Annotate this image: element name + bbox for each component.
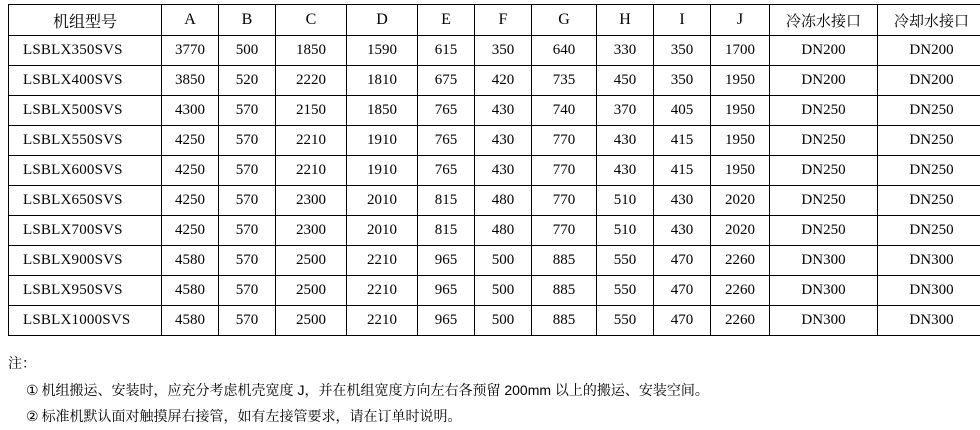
cell-g: 770 bbox=[532, 156, 597, 186]
cell-g: 885 bbox=[532, 246, 597, 276]
cell-e: 815 bbox=[418, 186, 475, 216]
cell-c: 2300 bbox=[276, 216, 347, 246]
cell-d: 1910 bbox=[347, 156, 418, 186]
cell-cooling-water-port: DN300 bbox=[878, 276, 980, 306]
cell-g: 770 bbox=[532, 186, 597, 216]
cell-h: 550 bbox=[597, 306, 654, 336]
cell-f: 430 bbox=[475, 126, 532, 156]
cell-j: 1950 bbox=[711, 156, 770, 186]
table-row bbox=[9, 216, 980, 246]
cell-j: 1950 bbox=[711, 126, 770, 156]
cell-i: 470 bbox=[654, 306, 711, 336]
table-row bbox=[9, 96, 980, 126]
cell-d: 1810 bbox=[347, 66, 418, 96]
cell-f: 480 bbox=[475, 186, 532, 216]
cell-i: 350 bbox=[654, 36, 711, 66]
cell-g: 740 bbox=[532, 96, 597, 126]
cell-f: 500 bbox=[475, 276, 532, 306]
cell-chilled-water-port: DN250 bbox=[770, 216, 878, 246]
cell-model: LSBLX500SVS bbox=[9, 96, 162, 126]
cell-h: 550 bbox=[597, 246, 654, 276]
cell-c: 1850 bbox=[276, 36, 347, 66]
note-text-2: 标准机默认面对触摸屏右接管，如有左接管要求，请在订单时说明。 bbox=[42, 408, 462, 424]
column-header-h: H bbox=[597, 5, 654, 36]
cell-chilled-water-port: DN250 bbox=[770, 126, 878, 156]
cell-a: 4250 bbox=[162, 156, 219, 186]
table-row bbox=[9, 126, 980, 156]
cell-model: LSBLX700SVS bbox=[9, 216, 162, 246]
column-header-c: C bbox=[276, 5, 347, 36]
cell-d: 2210 bbox=[347, 276, 418, 306]
table-body bbox=[9, 36, 980, 336]
cell-j: 2020 bbox=[711, 186, 770, 216]
table-row bbox=[9, 156, 980, 186]
cell-model: LSBLX900SVS bbox=[9, 246, 162, 276]
cell-i: 430 bbox=[654, 216, 711, 246]
cell-g: 640 bbox=[532, 36, 597, 66]
cell-j: 2260 bbox=[711, 246, 770, 276]
note-text-1: 机组搬运、安装时，应充分考虑机壳宽度 J，并在机组宽度方向左右各预留 200mm 以上的搬运、安装空间。 bbox=[42, 382, 709, 398]
cell-a: 4250 bbox=[162, 216, 219, 246]
cell-g: 770 bbox=[532, 216, 597, 246]
cell-d: 2210 bbox=[347, 246, 418, 276]
cell-model: LSBLX600SVS bbox=[9, 156, 162, 186]
cell-a: 4580 bbox=[162, 306, 219, 336]
cell-a: 4300 bbox=[162, 96, 219, 126]
table-header bbox=[9, 5, 980, 36]
cell-j: 2260 bbox=[711, 276, 770, 306]
cell-model: LSBLX1000SVS bbox=[9, 306, 162, 336]
column-header-b: B bbox=[219, 5, 276, 36]
cell-c: 2150 bbox=[276, 96, 347, 126]
cell-chilled-water-port: DN250 bbox=[770, 156, 878, 186]
cell-e: 965 bbox=[418, 276, 475, 306]
cell-e: 765 bbox=[418, 156, 475, 186]
cell-e: 965 bbox=[418, 306, 475, 336]
cell-h: 430 bbox=[597, 126, 654, 156]
column-header-j: J bbox=[711, 5, 770, 36]
column-header-cooling-water-port: 冷却水接口 bbox=[878, 5, 980, 36]
cell-i: 415 bbox=[654, 126, 711, 156]
cell-model: LSBLX550SVS bbox=[9, 126, 162, 156]
notes-title: 注： bbox=[8, 350, 980, 377]
cell-cooling-water-port: DN250 bbox=[878, 186, 980, 216]
cell-d: 2010 bbox=[347, 186, 418, 216]
cell-e: 815 bbox=[418, 216, 475, 246]
cell-chilled-water-port: DN200 bbox=[770, 66, 878, 96]
cell-b: 520 bbox=[219, 66, 276, 96]
table-row bbox=[9, 306, 980, 336]
spec-table-page bbox=[0, 4, 980, 423]
table-header-row bbox=[9, 5, 980, 36]
table-row bbox=[9, 246, 980, 276]
cell-i: 415 bbox=[654, 156, 711, 186]
cell-c: 2500 bbox=[276, 276, 347, 306]
column-header-chilled-water-port: 冷冻水接口 bbox=[770, 5, 878, 36]
cell-f: 480 bbox=[475, 216, 532, 246]
cell-f: 350 bbox=[475, 36, 532, 66]
cell-f: 500 bbox=[475, 306, 532, 336]
cell-j: 1700 bbox=[711, 36, 770, 66]
cell-chilled-water-port: DN250 bbox=[770, 96, 878, 126]
cell-cooling-water-port: DN300 bbox=[878, 246, 980, 276]
unit-dimension-table bbox=[8, 4, 980, 336]
cell-g: 885 bbox=[532, 306, 597, 336]
cell-a: 3770 bbox=[162, 36, 219, 66]
cell-d: 2210 bbox=[347, 306, 418, 336]
note-item-1 bbox=[8, 377, 980, 404]
cell-b: 570 bbox=[219, 156, 276, 186]
cell-a: 4250 bbox=[162, 186, 219, 216]
table-row bbox=[9, 36, 980, 66]
column-header-d: D bbox=[347, 5, 418, 36]
cell-j: 1950 bbox=[711, 96, 770, 126]
cell-cooling-water-port: DN300 bbox=[878, 306, 980, 336]
cell-a: 4580 bbox=[162, 276, 219, 306]
cell-chilled-water-port: DN250 bbox=[770, 186, 878, 216]
cell-f: 420 bbox=[475, 66, 532, 96]
cell-c: 2500 bbox=[276, 246, 347, 276]
cell-g: 770 bbox=[532, 126, 597, 156]
cell-b: 570 bbox=[219, 246, 276, 276]
column-header-g: G bbox=[532, 5, 597, 36]
table-row bbox=[9, 186, 980, 216]
cell-i: 430 bbox=[654, 186, 711, 216]
cell-c: 2300 bbox=[276, 186, 347, 216]
cell-h: 450 bbox=[597, 66, 654, 96]
cell-a: 4580 bbox=[162, 246, 219, 276]
cell-i: 470 bbox=[654, 276, 711, 306]
cell-b: 570 bbox=[219, 126, 276, 156]
cell-c: 2210 bbox=[276, 126, 347, 156]
cell-h: 510 bbox=[597, 216, 654, 246]
cell-h: 330 bbox=[597, 36, 654, 66]
cell-i: 470 bbox=[654, 246, 711, 276]
cell-d: 2010 bbox=[347, 216, 418, 246]
cell-b: 570 bbox=[219, 216, 276, 246]
note-item-2 bbox=[8, 403, 980, 430]
cell-g: 885 bbox=[532, 276, 597, 306]
cell-h: 510 bbox=[597, 186, 654, 216]
cell-c: 2210 bbox=[276, 156, 347, 186]
cell-chilled-water-port: DN300 bbox=[770, 246, 878, 276]
cell-c: 2500 bbox=[276, 306, 347, 336]
cell-chilled-water-port: DN300 bbox=[770, 306, 878, 336]
cell-b: 570 bbox=[219, 276, 276, 306]
cell-d: 1590 bbox=[347, 36, 418, 66]
cell-c: 2220 bbox=[276, 66, 347, 96]
cell-model: LSBLX950SVS bbox=[9, 276, 162, 306]
cell-b: 500 bbox=[219, 36, 276, 66]
cell-chilled-water-port: DN200 bbox=[770, 36, 878, 66]
cell-i: 350 bbox=[654, 66, 711, 96]
cell-model: LSBLX650SVS bbox=[9, 186, 162, 216]
cell-e: 765 bbox=[418, 126, 475, 156]
cell-j: 1950 bbox=[711, 66, 770, 96]
cell-a: 3850 bbox=[162, 66, 219, 96]
note-marker-2: ② bbox=[26, 403, 39, 430]
cell-chilled-water-port: DN300 bbox=[770, 276, 878, 306]
cell-a: 4250 bbox=[162, 126, 219, 156]
cell-e: 675 bbox=[418, 66, 475, 96]
cell-i: 405 bbox=[654, 96, 711, 126]
cell-g: 735 bbox=[532, 66, 597, 96]
cell-b: 570 bbox=[219, 96, 276, 126]
cell-model: LSBLX400SVS bbox=[9, 66, 162, 96]
cell-cooling-water-port: DN250 bbox=[878, 96, 980, 126]
cell-h: 370 bbox=[597, 96, 654, 126]
cell-f: 500 bbox=[475, 246, 532, 276]
cell-f: 430 bbox=[475, 96, 532, 126]
cell-h: 550 bbox=[597, 276, 654, 306]
cell-cooling-water-port: DN200 bbox=[878, 66, 980, 96]
table-row bbox=[9, 66, 980, 96]
cell-e: 765 bbox=[418, 96, 475, 126]
note-marker-1: ① bbox=[26, 377, 39, 404]
table-row bbox=[9, 276, 980, 306]
column-header-a: A bbox=[162, 5, 219, 36]
cell-b: 570 bbox=[219, 306, 276, 336]
cell-model: LSBLX350SVS bbox=[9, 36, 162, 66]
column-header-f: F bbox=[475, 5, 532, 36]
cell-e: 965 bbox=[418, 246, 475, 276]
column-header-i: I bbox=[654, 5, 711, 36]
cell-j: 2260 bbox=[711, 306, 770, 336]
notes-section bbox=[8, 350, 980, 430]
cell-e: 615 bbox=[418, 36, 475, 66]
cell-h: 430 bbox=[597, 156, 654, 186]
column-header-model: 机组型号 bbox=[9, 5, 162, 36]
cell-cooling-water-port: DN250 bbox=[878, 156, 980, 186]
cell-d: 1910 bbox=[347, 126, 418, 156]
cell-j: 2020 bbox=[711, 216, 770, 246]
cell-f: 430 bbox=[475, 156, 532, 186]
cell-d: 1850 bbox=[347, 96, 418, 126]
cell-cooling-water-port: DN250 bbox=[878, 126, 980, 156]
cell-cooling-water-port: DN250 bbox=[878, 216, 980, 246]
cell-cooling-water-port: DN200 bbox=[878, 36, 980, 66]
column-header-e: E bbox=[418, 5, 475, 36]
cell-b: 570 bbox=[219, 186, 276, 216]
